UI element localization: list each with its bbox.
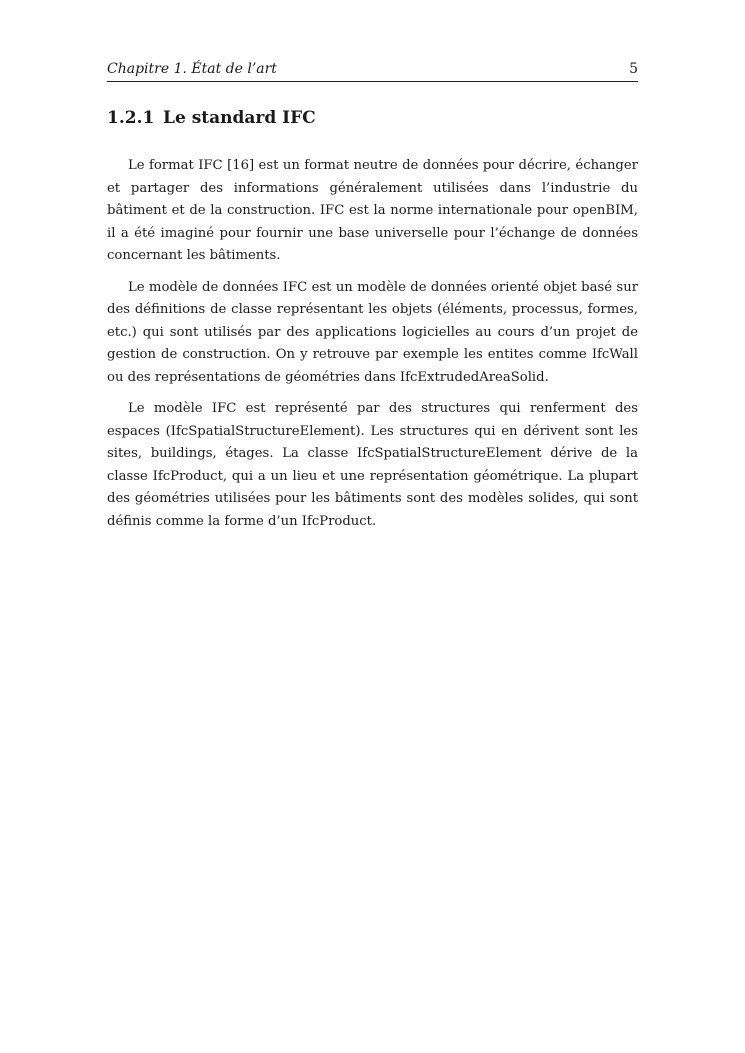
page-number: 5 <box>629 61 638 77</box>
body-text <box>107 155 638 542</box>
running-header <box>107 58 638 82</box>
chapter-title: Chapitre 1. État de l’art <box>107 61 277 77</box>
section-heading <box>107 107 638 129</box>
section-title: Le standard IFC <box>163 108 316 128</box>
paragraph-1: Le format IFC [16] est un format neutre de données pour décrire, échanger et partager des informations généralement utilisées dans l’industrie du bâtiment et de la construction. IFC est la norme internationale pour openBIM, il a été imaginé pour fournir une base universelle pour l’échange de données concernant les bâtiments. <box>107 158 638 263</box>
paragraph-3: Le modèle IFC est représenté par des structures qui renferment des espaces (IfcSpatialStructureElement). Les structures qui en dérivent sont les sites, buildings, étages. La classe IfcSpatialStructureElement dérive de la classe IfcProduct, qui a un lieu et une représentation géométrique. La plupart des géométries utilisées pour les bâtiments sont des modèles solides, qui sont définis comme la forme d’un IfcProduct. <box>107 401 638 529</box>
paragraph-2: Le modèle de données IFC est un modèle de données orienté objet basé sur des définitions de classe représentant les objets (éléments, processus, formes, etc.) qui sont utilisés par des applications logicielles au cours d’un projet de gestion de construction. On y retrouve par exemple les entites comme IfcWall ou des représentations de géométries dans IfcExtrudedAreaSolid. <box>107 279 638 385</box>
section-number: 1.2.1 <box>107 108 155 128</box>
